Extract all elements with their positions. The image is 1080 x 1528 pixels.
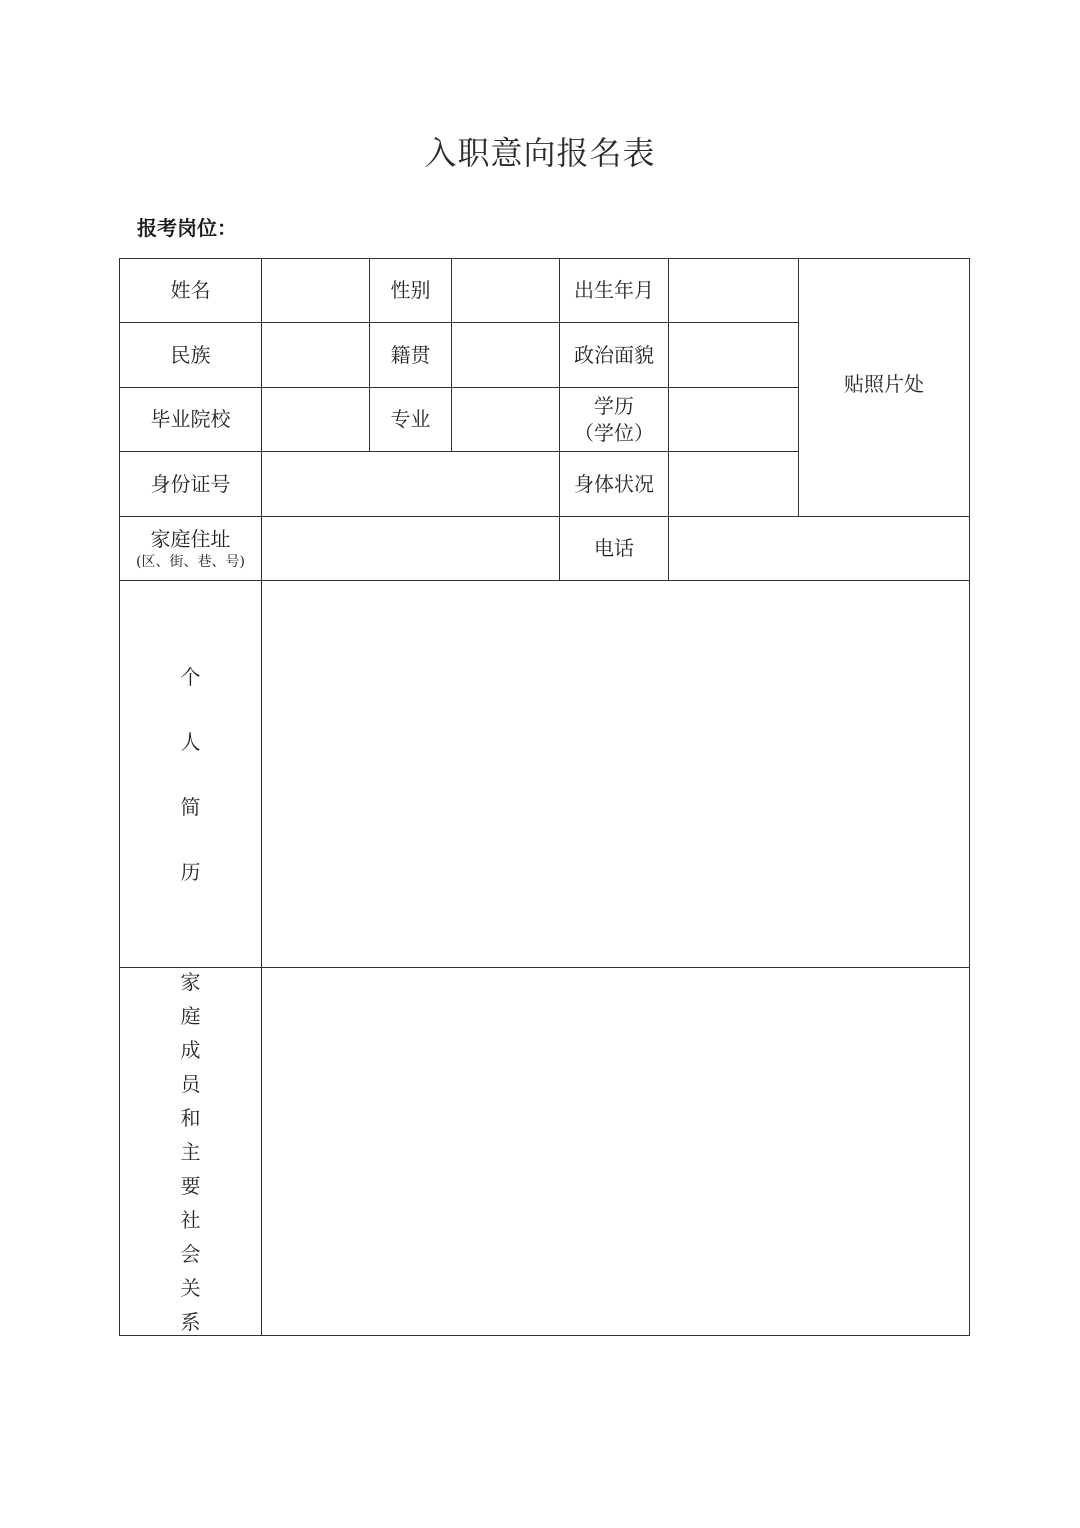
phone-label: 电话 — [560, 517, 669, 581]
ethnicity-value-cell[interactable] — [262, 323, 370, 388]
resume-value-cell[interactable] — [262, 581, 970, 968]
resume-char: 人 — [180, 729, 201, 754]
name-value-cell[interactable] — [262, 259, 370, 323]
resume-char: 个 — [180, 664, 201, 689]
ethnicity-label: 民族 — [120, 323, 262, 388]
education-label-line2: （学位） — [574, 420, 654, 445]
family-label — [120, 968, 262, 1336]
major-value-cell[interactable] — [452, 388, 560, 452]
school-value-cell[interactable] — [262, 388, 370, 452]
family-char: 家 — [180, 969, 201, 994]
phone-value-cell[interactable] — [669, 517, 970, 581]
family-value-cell[interactable] — [262, 968, 970, 1336]
family-char: 系 — [180, 1309, 201, 1334]
family-char: 要 — [180, 1173, 201, 1198]
school-label: 毕业院校 — [120, 388, 262, 452]
applied-position-label: 报考岗位： — [137, 216, 237, 240]
native-place-label: 籍贯 — [370, 323, 452, 388]
resume-label — [120, 581, 262, 968]
political-status-value-cell[interactable] — [669, 323, 799, 388]
photo-label: 贴照片处 — [844, 372, 924, 396]
gender-label: 性别 — [370, 259, 452, 323]
registration-form-table — [119, 258, 970, 1336]
id-number-label: 身份证号 — [120, 452, 262, 517]
gender-value-cell[interactable] — [452, 259, 560, 323]
id-number-value-cell[interactable] — [262, 452, 560, 517]
resume-char: 历 — [180, 859, 201, 884]
family-char: 庭 — [180, 1003, 201, 1028]
education-label — [560, 388, 669, 452]
family-char: 关 — [180, 1275, 201, 1300]
health-value-cell[interactable] — [669, 452, 799, 517]
family-char: 主 — [180, 1139, 201, 1164]
address-label-line2: (区、街、巷、号) — [136, 553, 245, 570]
major-label: 专业 — [370, 388, 452, 452]
native-place-value-cell[interactable] — [452, 323, 560, 388]
family-char: 会 — [180, 1241, 201, 1266]
resume-char: 简 — [180, 794, 201, 819]
photo-cell[interactable] — [799, 259, 970, 517]
form-title: 入职意向报名表 — [424, 134, 656, 172]
family-char: 和 — [180, 1105, 201, 1130]
name-label: 姓名 — [120, 259, 262, 323]
family-char: 社 — [180, 1207, 201, 1232]
education-value-cell[interactable] — [669, 388, 799, 452]
address-label-line1: 家庭住址 — [150, 526, 231, 551]
family-char: 员 — [180, 1071, 201, 1096]
political-status-label: 政治面貌 — [560, 323, 669, 388]
birth-value-cell[interactable] — [669, 259, 799, 323]
birth-label: 出生年月 — [560, 259, 669, 323]
address-label — [120, 517, 262, 581]
health-label: 身体状况 — [560, 452, 669, 517]
education-label-line1: 学历 — [594, 393, 634, 418]
family-char: 成 — [180, 1037, 201, 1062]
address-value-cell[interactable] — [262, 517, 560, 581]
